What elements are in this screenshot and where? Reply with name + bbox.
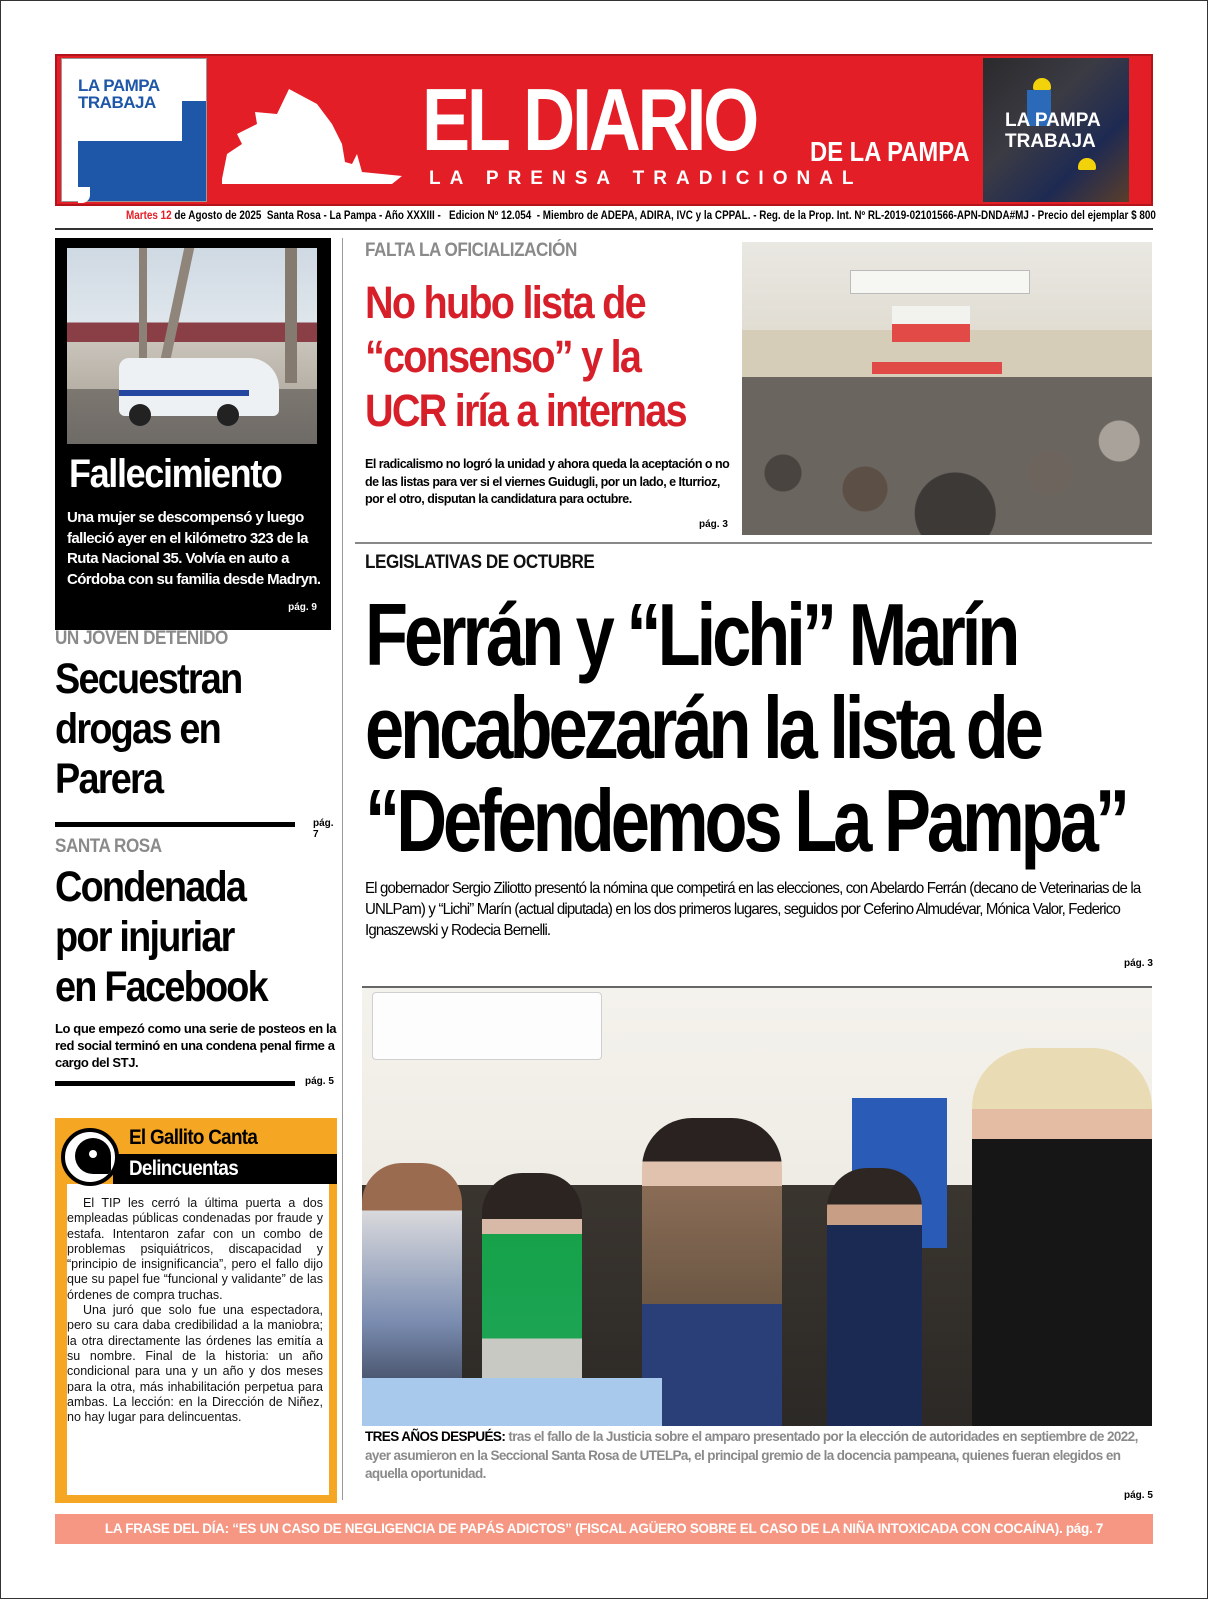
date-day: Martes 12 [126,210,172,222]
headline-line: Condenada [55,863,246,911]
divider [355,542,1152,544]
kicker: LEGISLATIVAS DE OCTUBRE [365,552,595,573]
page-ref: pág. 7 [313,818,334,840]
crowd [742,377,1152,535]
summary: Lo que empezó como una serie de posteos en la red social terminó en una condena penal firme a cargo del STJ. [55,1021,337,1070]
page-ref: pág. 3 [1124,958,1153,969]
headline-line: Parera [55,755,163,803]
divider [55,1081,295,1086]
paragraph: El TIP les cerró la última puerta a dos empleadas públicas condenadas por fraude y estafa. Intentaron zafar con un combo de problemas psiquiátricos, discapacidad y “principio de insignificancia”, pero el fallo dijo que su papel fue “funcional y validante” de las órdenes de compra truchas. [67,1196,323,1302]
headline[interactable] [55,862,267,1012]
kicker: SANTA ROSA [55,836,162,857]
newspaper-tagline: LA PRENSA TRADICIONAL [429,168,863,189]
caption-text: tras el fallo de la Justicia sobre el amparo presentado por la elección de autoridades en septiembre de 2022, ayer asumieron en la Seccional Santa Rosa de UTELPa, el principal gremio de la docencia pampeana, quienes fueran elegidos en aquella oportunidad. [365,1429,1138,1481]
headline-line: “consenso” y la [365,331,641,382]
headline-line: en Facebook [55,963,267,1011]
column-name: El Gallito Canta [129,1126,258,1149]
divider [55,228,1153,230]
summary: Una mujer se descompensó y luego falleció ayer en el kilómetro 323 de la Ruta Nacional 35. Volvía en auto a Córdoba con su familia desde Madryn. [67,509,321,588]
page-ref: pág. 9 [288,602,317,613]
photo-caption [365,1428,1155,1484]
rooster-icon [61,1128,119,1186]
sun-rays-logo-icon [217,84,407,184]
masthead [55,54,1153,206]
column-title[interactable]: Delincuentas [129,1157,238,1180]
story-fallecimiento[interactable] [55,238,331,630]
headline[interactable] [55,654,241,804]
table-with-flag [362,1378,662,1426]
headline-line: No hubo lista de [365,277,645,328]
caption-lead: TRES AÑOS DESPUÉS: [365,1429,506,1444]
kicker: UN JOVEN DETENIDO [55,628,228,649]
headline[interactable] [365,276,699,438]
headline-line: UCR iría a internas [365,385,686,436]
headline[interactable]: Fallecimiento [69,452,282,496]
headline-line: Ferrán y “Lichi” Marín [365,585,1017,684]
page-ref: pág. 5 [305,1076,334,1087]
helmet-icon [1033,78,1051,90]
divider [55,822,295,827]
left-logo-text: LA PAMPA TRABAJA [78,76,159,112]
column-el-gallito-canta[interactable] [55,1118,337,1503]
la-pampa-trabaja-ad-image[interactable] [983,58,1129,202]
main-headline[interactable] [365,585,1127,870]
summary: El radicalismo no logró la unidad y ahora queda la aceptación o no de las listas para ver si el viernes Guidugli, por un lado, e Iturrioz, por el otro, disputan la candidatura para octubre. [365,457,730,506]
publication-info: Santa Rosa - La Pampa - Año XXXIII - Edicion Nº 12.054 - Miembro de ADEPA, ADIRA, IVC y la CPPAL. - Reg. de la Prop. Int. Nº RL-2019-02101566-APN-DNDA#MJ - Precio del ejemplar $ 800 [261,210,1156,222]
headline-line: por injuriar [55,913,234,961]
frase-del-dia-banner[interactable] [55,1514,1153,1544]
column-body [67,1196,323,1425]
date-rest: de Agosto de 2025 [171,210,262,222]
headline-line: encabezarán la lista de [365,678,1040,777]
dateline [126,210,1156,222]
newspaper-title[interactable]: EL DIARIO [422,70,756,169]
summary: El gobernador Sergio Ziliotto presentó la nómina que competirá en las elecciones, con Abelardo Ferrán (decano de Veterinarias de la UNLPam) y “Lichi” Marín (actual diputada) en los dos primeros lugares, seguidos por Ceferino Almudévar, Mónica Valor, Federico Ignaszewski y Rodecia Bernelli. [365,880,1141,939]
paragraph: Una juró que solo fue una espectadora, pero su cara daba credibilidad a la maniobra; la otra directamente las órdenes las emitía a su nombre. Final de la historia: un año condicional para una y un año y dos meses para la otra, más inhabilitación perpetua para ambas. La lección: en la Dirección de Niñez, no hay lugar para delincuentas. [67,1303,323,1425]
frase-del-dia-text: LA FRASE DEL DÍA: “ES UN CASO DE NEGLIGENCIA DE PAPÁS ADICTOS” (FISCAL AGÜERO SOBRE EL CASO DE LA NIÑA INTOXICADA CON COCAÍNA). pág. 7 [104,1521,1104,1536]
ambulance-photo [67,248,317,444]
headline-line: drogas en [55,705,220,753]
newspaper-subtitle: DE LA PAMPA [810,136,970,167]
utelpa-celebration-photo [362,986,1152,1426]
la-pampa-trabaja-logo-left[interactable] [61,58,207,202]
ucr-meeting-photo [742,242,1152,535]
page-ref: pág. 3 [699,519,728,530]
ucr-banner [892,306,970,342]
page-ref: pág. 5 [1124,1490,1153,1501]
helmet-icon [1078,158,1096,170]
column-divider [342,238,343,1500]
headline-line: “Defendemos La Pampa” [365,771,1127,870]
kicker: FALTA LA OFICIALIZACIÓN [365,240,577,261]
right-logo-text: LA PAMPA TRABAJA [1005,110,1100,152]
air-conditioner [372,992,602,1060]
headline-line: Secuestran [55,655,242,703]
